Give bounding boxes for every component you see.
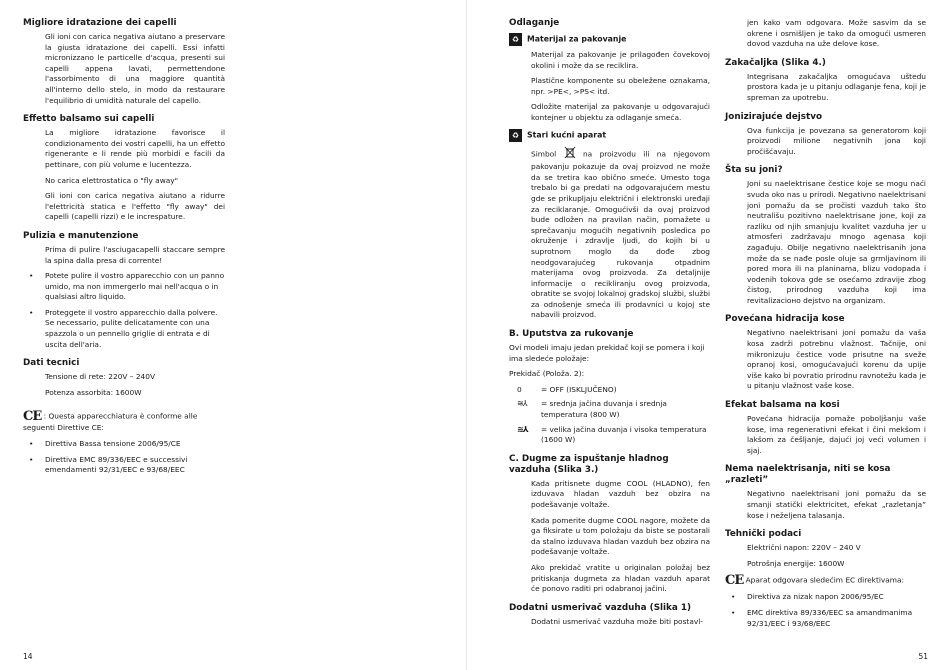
paragraph: Dodatni usmerivač vazduha može biti postavl- [531, 616, 703, 626]
fan-speed-icon: ≋⅄ [517, 399, 527, 409]
recycle-icon: ♻ [509, 129, 522, 142]
section-title: Jonizirajuće dejstvo [725, 111, 823, 122]
paragraph: Kada pomerite dugme COOL nagore, možete da ga fiksirate u tom položaju da biste se postarali da stalno izduvava hladan vazduh bez obzira na podešavanje voltaže. [531, 515, 710, 557]
fan-speed-icon: ≋⅄ [517, 424, 528, 434]
paragraph: Kada pritisnete dugme COOL (HLADNO), fen izduvava hladan vazduh bez obzira na podešavanje voltaže. [531, 478, 710, 509]
paragraph: Gli ioni con carica negativa aiutano a preservare la giusta idratazione dei capelli. Essi infatti micronizzano le particelle d'acqua, presenti sui capelli appena lavati, permettendone l'assorbimento di una maggiore quantità all'interno dello stelo, in modo da restaurare l'equilibrio di umidità naturale del capello. [45, 32, 225, 105]
switch-value: = srednja jačina duvanja i srednja temperatura (800 W) [541, 399, 667, 420]
paragraph: Prekidač (Položa. 2): [509, 369, 585, 379]
section-title: Efekat balsama na kosi [725, 400, 840, 411]
section-title: Nema naelektrisanja, niti se kosa „razleti” [725, 464, 891, 486]
ce-mark-icon: CE [725, 573, 744, 589]
paragraph: Odložite materijal za pakovanje u odgovarajući kontejner u objektu za odlaganje smeća. [531, 102, 710, 122]
paragraph: Plastične komponente su obeležene oznakama, npr. >PE<, >PS< itd. [531, 76, 710, 96]
section-title: Migliore idratazione dei capelli [23, 18, 177, 28]
paragraph: Integrisana zakačaljka omogućava uštedu prostora kada je u pitanju odlaganje fena, koji je spreman za upotrebu. [747, 71, 926, 102]
ce-text: Aparat odgovara sledećim EC direktivama: [745, 575, 905, 585]
bullet-item: • Direttiva Bassa tensione 2006/95/CE [23, 439, 225, 450]
switch-value: = OFF (ISKLJUČENO) [541, 384, 617, 394]
switch-position-row [509, 425, 710, 446]
left-column [23, 18, 225, 481]
paragraph: Potenza assorbita: 1600W [45, 387, 142, 397]
ce-statement [725, 574, 926, 587]
paragraph: Joni su naelektrisane čestice koje se mogu naći svuda oko nas u prirodi. Negativno naelektrisani joni pomažu da se pročisti vazduh tako što neutrališu pozitivno naelektrisane jone, koji za razliku od njih smanjuju kvalitet vazduha jer u atmosferi zadržavaju mnogo agenasa koji zagađuju. Obilje negativno naelektrisanih jona može da se nađe posle oluje sa grmljavinom ili pored mora ili na planinama, blizu vodopada i vodenih tokova gde se osećamo zdravije zbog čistog, prirodnog vazduha koji ima revitalizacioно dejstvo na organizam. [747, 179, 926, 305]
section-title: Povećana hidracija kose [725, 314, 845, 325]
page-number: 14 [23, 652, 33, 661]
section-title: Dodatni usmerivač vazduha (Slika 1) [509, 602, 692, 613]
section-title: Effetto balsamo sui capelli [23, 114, 155, 125]
paragraph: Ova funkcija je povezana sa generatorom koji proizvodi milione negativnih jona koji pročišćavaju. [747, 125, 926, 156]
section-title: Pulizia e manutenzione [23, 230, 139, 241]
paragraph: jen kako vam odgovara. Može sasvim da se okrene i osmišljen je tako da omogući usmeren dovod vazduha na uže delove kose. [747, 18, 926, 49]
paragraph: Povećana hidracija pomaže poboljšanju vaše kose, ima regenerativni efekat i čini mekšom i lakšom za češljanje, dajući joj veći volumen i sjaj. [747, 414, 926, 455]
right-column-2 [725, 18, 926, 634]
section-title: B. Uputstva za rukovanje [509, 329, 634, 340]
section-title: Dati tecnici [23, 358, 80, 369]
right-column-1 [509, 18, 710, 632]
paragraph: Negativno naelektrisani joni pomažu da vaša kosa zadrži potrebnu vlažnost. Tačnije, oni mikronizuju čestice vode prisutne na sveže opranoj kosi, omogućavajući korenu da upije više kako bi povratio prirodnu ravnotežu kada je u pitanju vlažnost vaše kose. [747, 328, 926, 391]
section-title: Zakačaljka (Slika 4.) [725, 57, 826, 68]
left-page [0, 0, 468, 670]
switch-position-row [509, 385, 710, 396]
ce-mark-icon: CE [23, 409, 42, 425]
subsection-title: ♻ Materijal za pakovanje [509, 33, 710, 46]
page-divider [466, 0, 467, 670]
section-title: Tehnički podaci [725, 529, 802, 540]
paragraph: La migliore idratazione favorisce il condizionamento dei vostri capelli, ha un effetto rigenerante e li rende più morbidi e facili da pettinare, con più volume e lucentezza. [45, 128, 225, 169]
paragraph: Tensione di rete: 220V – 240V [45, 372, 156, 382]
recycle-icon: ♻ [509, 33, 522, 46]
bullet-item: • Potete pulire il vostro apparecchio con un panno umido, ma non immergerlo mai nell'acqua o in qualsiasi altro liquido. [23, 271, 225, 303]
bullet-item: • Proteggete il vostro apparecchio dalla polvere. Se necessario, pulite delicatamente con una spazzola o un pennello griglie di entrata e di uscita dell'aria. [23, 308, 225, 350]
ce-text: : Questa apparecchiatura è conforme alle seguenti Direttive CE: [23, 411, 198, 433]
paragraph: No carica elettrostatica o "fly away" [45, 175, 179, 185]
paragraph: Potrošnja energije: 1600W [747, 558, 845, 568]
ce-statement [23, 410, 225, 434]
switch-position-row [509, 399, 710, 420]
paragraph: Materijal za pakovanje je prilagođen čovekovoj okolini i može da se reciklira. [531, 50, 710, 70]
bullet-item: • EMC direktiva 89/336/EEC sa amandmanima 92/31/EEC i 93/68/EEC [725, 608, 926, 629]
paragraph: Ovi modeli imaju jedan prekidač koji se pomera i koji ima sledeće položaje: [509, 343, 705, 363]
section-title: Odlaganje [509, 18, 560, 28]
switch-key: 0 [517, 384, 522, 394]
paragraph: Negativno naelektrisani joni pomažu da se smanji statički elektricitet, efekat „razletanja” kose i neželjena talasanja. [747, 489, 926, 520]
bullet-item: • Direktiva za nizak napon 2006/95/EC [725, 592, 926, 603]
paragraph: Simbol na proizvodu ili na njegovom pakovanju pokazuje da ovaj proizvod ne može da se tretira kao obično smeće. Umesto toga trebalo bi ga predati na odgovarajućem mestu gde se prikupljaju električni i elektronski uređaji za reciklaranje. Omogućivši da ovaj proizvod bude odložen na pravilan način, pomažete u sprečavanju mogućih negativnih posledica po okruženje i zdravlje ljudi, do kojih bi u suprotnom moglo da dođe zbog neodgovarajućeg rukovanja otpadnim materijama ovog proizvoda. Za detaljnije informacije o recikliranju ovog proizvoda, obratite se svojoj lokalnoj gradskoj službi, službi za odnošenje smeća ili prodavnici u kojoj ste nabavili proizvod. [509, 146, 710, 322]
section-title: Šta su joni? [725, 165, 783, 176]
section-title: C. Dugme za ispuštanje hladnog vazduha (Slika 3.) [509, 453, 669, 475]
subsection-title: ♻ Stari kućni aparat [509, 129, 710, 142]
crossed-out-bin-icon [564, 146, 576, 163]
paragraph: Gli ioni con carica negativa aiutano a ridurre l'elettricità statica e l'effetto "fly away" dei capelli (capelli rizzi) e le increspature. [45, 191, 225, 222]
bullet-item: • Direttiva EMC 89/336/EEC e successivi emendamenti 92/31/EEC e 93/68/EEC [23, 455, 225, 476]
right-page [468, 0, 950, 670]
paragraph: Prima di pulire l'asciugacapelli staccare sempre la spina dalla presa di corrente! [45, 244, 225, 265]
paragraph: Ako prekidač vratite u originalan položaj bez pritiskanja dugmeta za hladan vazduh aparat će ponovo raditi pri odabranoj jačini. [531, 562, 710, 594]
page-number: 51 [918, 652, 928, 661]
paragraph: Električni napon: 220V – 240 V [747, 543, 861, 553]
switch-value: = velika jačina duvanja i visoka temperatura (1600 W) [541, 424, 707, 445]
